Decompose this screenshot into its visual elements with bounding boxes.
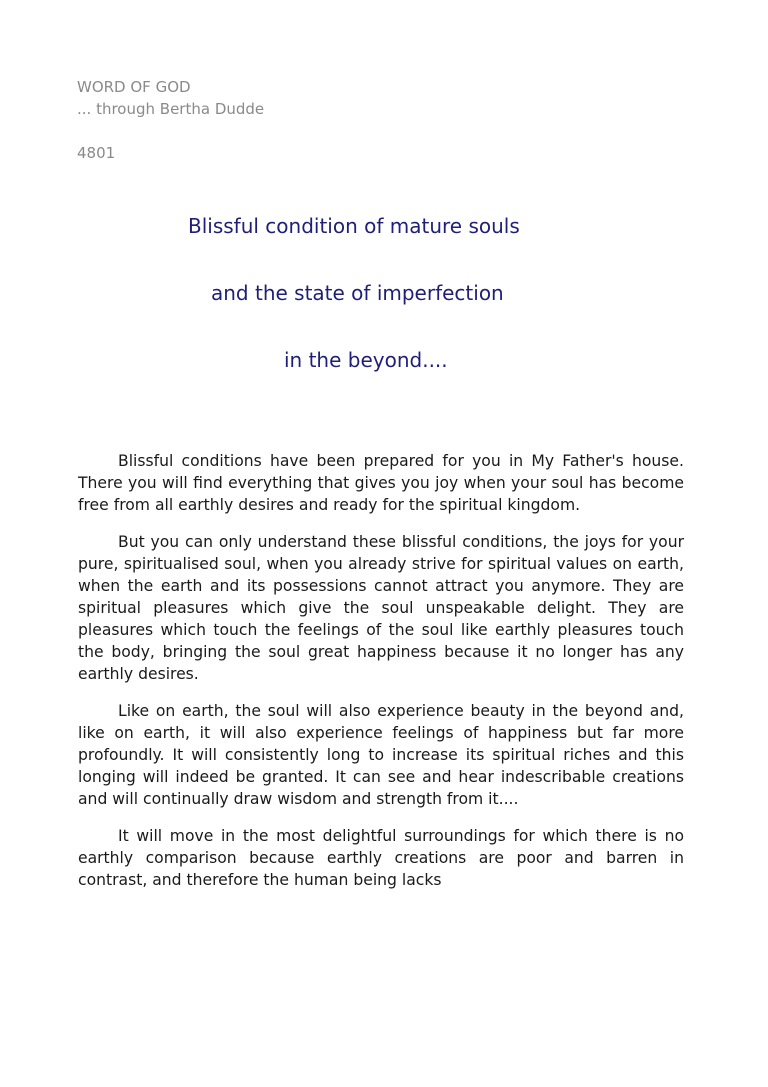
document-number: 4801: [77, 144, 116, 162]
paragraph-2: But you can only understand these blissful conditions, the joys for your pure, spiritualised soul, when you already strive for spiritual values on earth, when the earth and its possessions cannot attract you anymore. They are spiritual pleasures which give the soul unspeakable delight. They are pleasures which touch the feelings of the soul like earthly pleasures touch the body, bringing the soul great happiness because it no longer has any earthly desires.: [78, 533, 684, 683]
document-header: [77, 76, 264, 164]
document-body: [78, 450, 684, 906]
paragraph-3: Like on earth, the soul will also experience beauty in the beyond and, like on earth, it will also experience feelings of happiness but far more profoundly. It will consistently long to increase its spiritual riches and this longing will indeed be granted. It can see and hear indescribable creations and will continually draw wisdom and strength from it....: [78, 702, 684, 808]
title-line-1: Blissful condition of mature souls: [188, 214, 520, 238]
header-title: WORD OF GOD: [77, 78, 191, 96]
paragraph-4: It will move in the most delightful surroundings for which there is no earthly comparison because earthly creations are poor and barren in contrast, and therefore the human being lacks: [78, 827, 684, 889]
paragraph-1: Blissful conditions have been prepared for you in My Father's house. There you will find everything that gives you joy when your soul has become free from all earthly desires and ready for the spiritual kingdom.: [78, 452, 684, 514]
header-author: ... through Bertha Dudde: [77, 100, 265, 118]
title-line-3: in the beyond....: [284, 348, 448, 372]
title-line-2: and the state of imperfection: [211, 281, 504, 305]
